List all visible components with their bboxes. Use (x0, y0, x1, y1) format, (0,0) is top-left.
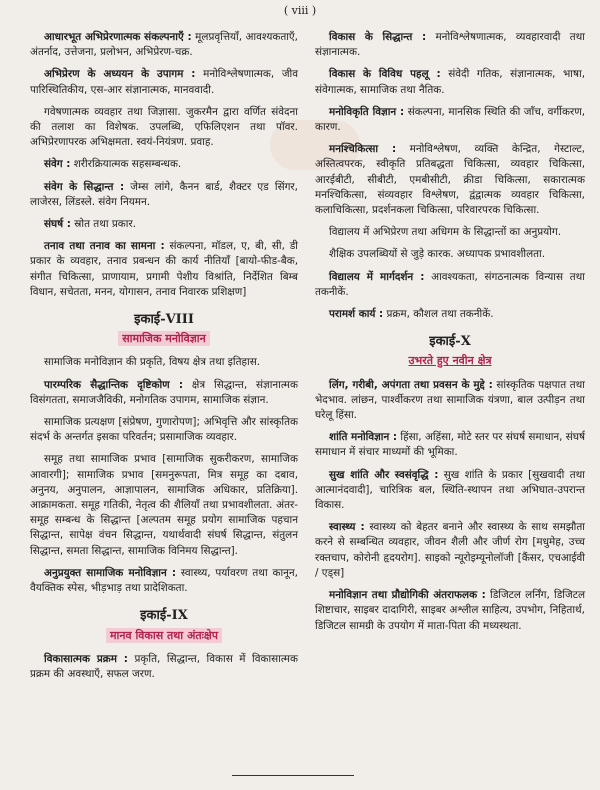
unit-heading-x: इकाई-X (429, 334, 471, 350)
left-para-4 (30, 157, 298, 172)
text: सांस्कृतिक पक्षपात तथा भेदभाव. लांछन, पार्श्वीकरण तथा सामाजिक यंत्रणा, बाल उत्पीड़न तथा घरेलू हिंसा. (315, 378, 585, 422)
term: संवेग : (44, 158, 71, 171)
term: पारम्परिक सैद्धान्तिक दृष्टिकोण : (44, 378, 184, 391)
unit-heading-viii: इकाई-VIII (134, 312, 194, 328)
left-para-3: गवेषणात्मक व्यवहार तथा जिज्ञासा. जुकरमैन द्वारा वर्णित संवेदना की तलाश का विशेषक. उपलब्धि, एफिलिएशन तथा पॉवर. अभिप्रेरणापरक अभिक्षमता. स्वयं-नियंत्रण. प्रवाह. (30, 105, 298, 149)
text: हिंसा, अहिंसा, मोटे स्तर पर संघर्ष समाधान, संघर्ष समाधान में संचार माध्यमों की भूमिका. (315, 431, 585, 459)
unit-title-text: सामाजिक मनोविज्ञान (118, 331, 210, 346)
right-para-10 (315, 430, 585, 460)
left-para-11: समूह तथा सामाजिक प्रभाव [सामाजिक सुकरीकरण, सामाजिक आवारगी]; सामाजिक प्रभाव [समनुरूपता, मित्र समूह का दबाव, अनुनय, अनुपालन, आज्ञापालन, सामाजिक अधिकार, प्रतिक्रिया]. आक्रामकता. समूह गतिकी, नेतृत्व की शैलियाँ तथा प्रभावशीलता. अंतर-समूह सम्बन्ध के सिद्धान्त [अल्पतम समूह प्रयोग सामाजिक पहचान सिद्धान्त, सापेक्ष वंचन सिद्धान्त, यथार्थवादी संघर्ष सिद्धान्त, संतुलन सिद्धान्त, समता सिद्धान्त, सामाजिक विनिमय सिद्धान्त]. (30, 453, 298, 557)
text: संकल्पना, मॉडल, ए, बी, सी, डी प्रकार के व्यवहार, तनाव प्रबन्धन की कार्य नीतियाँ [बायो-फीड-बैक, संगीत चिकित्सा, प्राणायाम, प्रगामी पेशीय विश्रांति, निर्देशित बिम्ब विधान, सचेतता, मनन, योगासन, तनाव निवारक प्रशिक्षण] (30, 240, 298, 298)
term: संवेग के सिद्धान्त : (44, 180, 125, 193)
left-para-6 (30, 217, 298, 232)
right-para-3 (315, 105, 585, 135)
term: अभिप्रेरण के अध्ययन के उपागम : (44, 68, 196, 81)
text: मूलप्रवृत्तियाँ, आवश्यकताएँ, अंतर्नाद, उत्तेजना, प्रलोभन, अभिप्रेरण-चक्र. (30, 31, 298, 59)
left-para-13 (30, 652, 298, 682)
text: डिजिटल लर्निंग, डिजिटल शिष्टाचार, साइबर दादागिरी, साइबर अश्लील साहित्य, उपभोग, निहितार्थ, डिजिटल सामग्री के उपयोग में माता-पिता की मध्यस्थता. (315, 589, 585, 632)
right-para-4 (315, 142, 585, 218)
page-number: ( viii ) (283, 4, 317, 17)
right-para-9 (315, 378, 585, 424)
term: सुख शांति और स्वसंवृद्धि : (329, 468, 439, 481)
term: लिंग, गरीबी, अपंगता तथा प्रवसन के मुद्दे : (329, 378, 493, 391)
right-para-13 (315, 588, 585, 634)
unit-title-text: उभरते हुए नवीन क्षेत्र (408, 354, 492, 368)
term: शांति मनोविज्ञान : (329, 431, 398, 444)
left-para-1 (30, 30, 298, 60)
left-column (30, 30, 298, 689)
right-para-1 (315, 30, 585, 60)
term: परामर्श कार्य : (329, 308, 384, 321)
unit-title-viii (30, 331, 298, 346)
text: संवेदी गतिक, संज्ञानात्मक, भाषा, संवेगात्मक, सामाजिक तथा नैतिक. (315, 68, 585, 96)
text: प्रक्रम, कौशल तथा तकनीकें. (383, 308, 494, 321)
term: विकासात्मक प्रक्रम : (44, 652, 128, 665)
term: संघर्ष : (44, 218, 71, 231)
text: स्वास्थ्य को बेहतर बनाने और स्वास्थ्य के साथ समझौता करने से सम्बन्धित व्यवहार, जीवन शैली और जीर्ण रोग [मधुमेह, उच्च रक्तचाप, कोरोनी हृदयरोग]. साइको न्यूरोइम्यूनोलॉजी [कैंसर, एचआईवी / एड्स] (315, 521, 585, 579)
term: तनाव तथा तनाव का सामना : (44, 240, 165, 253)
footer-rule (232, 775, 354, 776)
term: मनश्चिकित्सा : (329, 143, 397, 156)
left-para-9 (30, 378, 298, 408)
left-para-7 (30, 239, 298, 300)
text: क्षेत्र सिद्धान्त, संज्ञानात्मक विसंगतता, समाजजैविकी, मनोगतिक उपागम, सामाजिक संज्ञान. (30, 378, 298, 406)
right-para-2 (315, 67, 585, 97)
term: स्वास्थ्य : (329, 521, 365, 534)
right-para-5: विद्यालय में अभिप्रेरण तथा अधिगम के सिद्धान्तों का अनुप्रयोग. (329, 226, 562, 239)
unit-title-text: मानव विकास तथा अंतःक्षेप (106, 628, 222, 643)
term: विकास के सिद्धान्त : (329, 31, 427, 43)
text: आवश्यकता, संगठनात्मक विन्यास तथा तकनीकें. (315, 270, 585, 298)
unit-title-x (315, 353, 585, 368)
text: मनोविश्लेषणात्मक, व्यवहारवादी तथा संज्ञानात्मक. (315, 31, 586, 59)
text: शरीरक्रियात्मक सहसम्बन्धक. (70, 158, 182, 171)
left-para-12 (30, 566, 298, 596)
text: जेम्स लांगे, कैनन बार्ड, शैक्टर एड सिंगर, लाजेरस, लिंडस्ले. संवेग नियमन. (30, 180, 298, 208)
right-column (315, 30, 585, 641)
right-para-12 (315, 520, 585, 581)
right-para-7 (315, 270, 585, 300)
text: प्रकृति, सिद्धान्त, विकास में विकासात्मक प्रक्रम की अवस्थाएँ, सफल जरण. (30, 652, 298, 680)
term: अनुप्रयुक्त सामाजिक मनोविज्ञान : (44, 566, 177, 579)
term: विद्यालय में मार्गदर्शन : (329, 270, 425, 283)
left-para-10: सामाजिक प्रत्यक्षण [संप्रेषण, गुणारोपण]; अभिवृत्ति और सांस्कृतिक संदर्भ के अन्तर्गत इसका परिवर्तन; प्रसामाजिक व्यवहार. (30, 416, 298, 444)
right-para-11 (315, 468, 585, 514)
text: मनोविश्लेषणात्मक, जीव पारिस्थितिकीय, एस-आर संज्ञानात्मक, मानववादी. (30, 68, 298, 96)
text: मनोविश्लेषण, व्यक्ति केन्द्रित, गेस्टाल्ट, अस्तित्वपरक, स्वीकृति प्रतिबद्धता चिकित्सा, व्यवहार चिकित्सा, आरईबीटी, सीबीटी, एमबीसीटी, क्रीडा चिकित्सा, सकारात्मक मनश्चिकित्सा, संव्यवहार विश्लेषण, द्वंद्वात्मक व्यवहार चिकित्सा, कलाचिकित्सा, प्रदर्शनकला चिकित्सा, परिवारपरक चिकित्सा. (315, 143, 585, 217)
text: स्रोत तथा प्रकार. (70, 218, 136, 231)
term: विकास के विविध पहलू : (329, 68, 441, 81)
left-para-5 (30, 180, 298, 210)
left-para-8: सामाजिक मनोविज्ञान की प्रकृति, विषय क्षेत्र तथा इतिहास. (44, 356, 261, 369)
text: स्वास्थ्य, पर्यावरण तथा कानून, वैयक्तिक स्पेस, भीड़भाड़ तथा प्रादेशिकता. (30, 566, 298, 595)
text: संकल्पना, मानसिक स्थिति की जाँच, वर्गीकरण, कारण. (315, 105, 586, 134)
left-para-2 (30, 67, 298, 97)
text: सुख शांति के प्रकार [सुखवादी तथा आत्मानंदवादी], चारित्रिक बल, स्थिति-स्थापन तथा अभिघात-उपरान्त विकास. (315, 468, 585, 512)
right-para-8 (315, 307, 585, 322)
term: मनोविज्ञान तथा प्रौद्योगिकी अंतराफलक : (329, 589, 486, 602)
term: आधारभूत अभिप्रेरणात्मक संकल्पनाएँ : (44, 31, 192, 43)
unit-heading-ix: इकाई-IX (140, 608, 188, 624)
unit-title-ix (30, 628, 298, 643)
term: मनोविकृति विज्ञान : (329, 105, 405, 118)
right-para-6: शैक्षिक उपलब्धियों से जुड़े कारक. अध्यापक प्रभावशीलता. (329, 248, 546, 261)
